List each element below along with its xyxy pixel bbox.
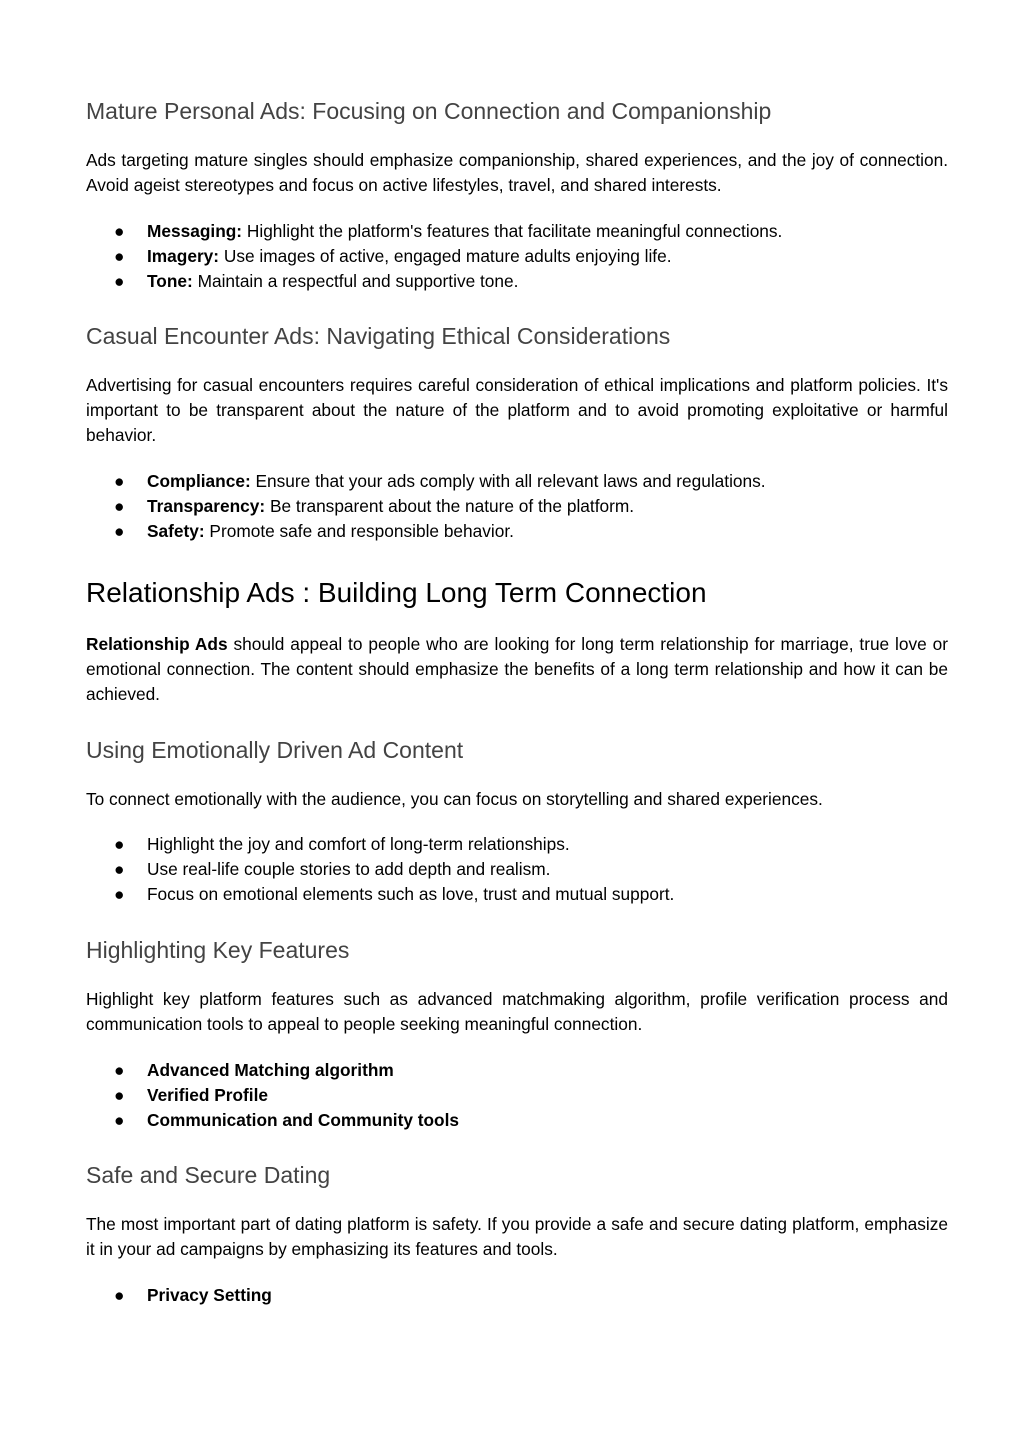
list-item-text: Highlight the platform's features that facilitate meaningful connections. xyxy=(242,221,783,241)
list-item-text: Be transparent about the nature of the platform. xyxy=(265,496,635,516)
list-item-label: Communication and Community tools xyxy=(147,1110,460,1130)
list-item-label: Transparency: xyxy=(147,496,266,516)
list-item xyxy=(86,857,948,882)
list-safe xyxy=(86,1283,948,1308)
list-item xyxy=(86,1058,948,1083)
list-item-label: Tone: xyxy=(147,271,193,291)
bullet-icon: ● xyxy=(114,1060,125,1080)
paragraph-mature: Ads targeting mature singles should emphasize companionship, shared experiences, and the joy of connection. Avoid ageist stereotypes and focus on active lifestyles, travel, and shared interests. xyxy=(86,150,948,195)
list-item xyxy=(86,519,948,544)
list-item-label: Privacy Setting xyxy=(147,1285,272,1305)
list-item-text: Focus on emotional elements such as love, trust and mutual support. xyxy=(147,884,675,904)
bullet-icon: ● xyxy=(114,521,125,541)
list-item-text: Ensure that your ads comply with all relevant laws and regulations. xyxy=(250,471,766,491)
list-features xyxy=(86,1058,948,1133)
list-item xyxy=(86,1283,948,1308)
list-item-text: Highlight the joy and comfort of long-term relationships. xyxy=(147,834,570,854)
bullet-icon: ● xyxy=(114,834,125,854)
bullet-icon: ● xyxy=(114,1085,125,1105)
list-item xyxy=(86,494,948,519)
list-item-label: Safety: xyxy=(147,521,205,541)
list-emotional xyxy=(86,832,948,907)
list-item-label: Imagery: xyxy=(147,246,220,266)
heading-safe-secure-dating: Safe and Secure Dating xyxy=(86,1162,331,1188)
heading-casual-encounter-ads: Casual Encounter Ads: Navigating Ethical Considerations xyxy=(86,323,671,349)
list-item-text: Promote safe and responsible behavior. xyxy=(204,521,514,541)
bullet-icon: ● xyxy=(114,496,125,516)
bullet-icon: ● xyxy=(114,884,125,904)
list-casual xyxy=(86,469,948,544)
paragraph-safe: The most important part of dating platform is safety. If you provide a safe and secure dating platform, emphasize it in your ad campaigns by emphasizing its features and tools. xyxy=(86,1214,948,1259)
heading-relationship-ads: Relationship Ads : Building Long Term Connection xyxy=(86,577,707,608)
bullet-icon: ● xyxy=(114,246,125,266)
list-item-label: Verified Profile xyxy=(147,1085,269,1105)
list-item xyxy=(86,269,948,294)
bullet-icon: ● xyxy=(114,471,125,491)
heading-emotionally-driven: Using Emotionally Driven Ad Content xyxy=(86,737,464,763)
bullet-icon: ● xyxy=(114,1285,125,1305)
bullet-icon: ● xyxy=(114,1110,125,1130)
list-item xyxy=(86,882,948,907)
paragraph-features: Highlight key platform features such as advanced matchmaking algorithm, profile verification process and communication tools to appeal to people seeking meaningful connection. xyxy=(86,989,948,1034)
list-item xyxy=(86,1108,948,1133)
list-item xyxy=(86,469,948,494)
list-item-label: Compliance: xyxy=(147,471,251,491)
list-item xyxy=(86,1083,948,1108)
paragraph-relationship xyxy=(86,632,948,707)
paragraph-emotional: To connect emotionally with the audience, you can focus on storytelling and shared experiences. xyxy=(86,789,823,809)
list-item-label: Advanced Matching algorithm xyxy=(147,1060,394,1080)
bullet-icon: ● xyxy=(114,859,125,879)
heading-mature-personal-ads: Mature Personal Ads: Focusing on Connection and Companionship xyxy=(86,98,772,124)
list-item-text: Use real-life couple stories to add depth and realism. xyxy=(147,859,551,879)
paragraph-casual: Advertising for casual encounters requires careful consideration of ethical implications and platform policies. It's important to be transparent about the nature of the platform and to avoid promoting exploitative or harmful behavior. xyxy=(86,375,948,445)
list-item xyxy=(86,244,948,269)
heading-key-features: Highlighting Key Features xyxy=(86,937,350,963)
paragraph-text: should appeal to people who are looking for long term relationship for marriage, true love or emotional connection. The content should emphasize the benefits of a long term relationship and how it can be achieved. xyxy=(86,634,948,704)
list-item-text: Maintain a respectful and supportive tone. xyxy=(192,271,519,291)
paragraph-bold-lead: Relationship Ads xyxy=(86,634,228,654)
list-mature xyxy=(86,219,948,294)
list-item xyxy=(86,219,948,244)
bullet-icon: ● xyxy=(114,271,125,291)
list-item-text: Use images of active, engaged mature adults enjoying life. xyxy=(219,246,672,266)
bullet-icon: ● xyxy=(114,221,125,241)
list-item-label: Messaging: xyxy=(147,221,243,241)
list-item xyxy=(86,832,948,857)
